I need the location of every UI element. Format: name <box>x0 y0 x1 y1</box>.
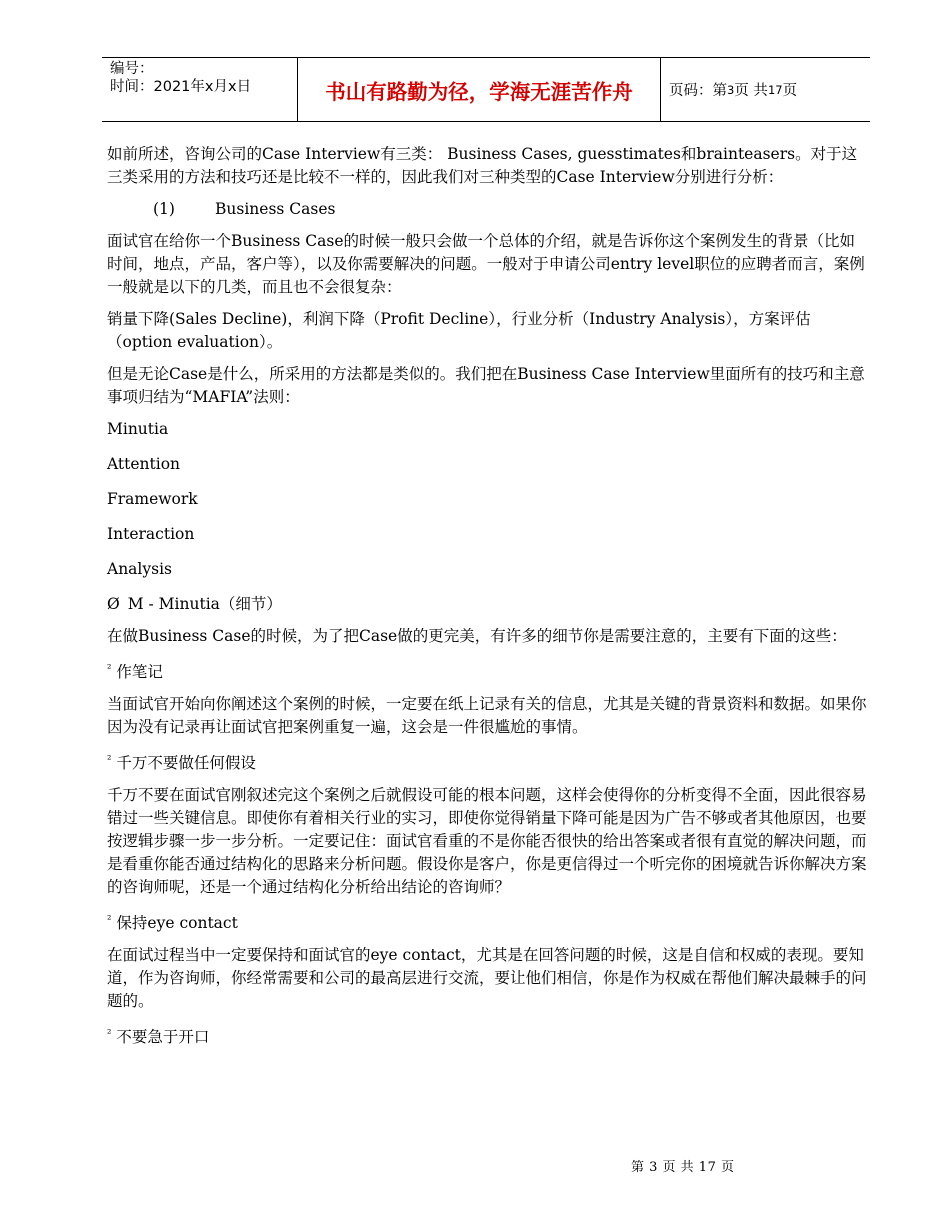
bullet-take-notes <box>107 657 867 684</box>
mafia-item-minutia: Minutia <box>107 420 169 438</box>
bullet-marker-icon: ² <box>107 1027 112 1040</box>
bullet-text: 千万不要做任何假设 <box>116 754 256 772</box>
document-body <box>107 143 867 1058</box>
intro-paragraph: 如前所述，咨询公司的Case Interview有三类： Business Cases, guesstimates和brainteasers。对于这三类采用的方法和技巧还是比较不一样的，因此我们对三种类型的Case Interview分别进行分析： <box>107 145 858 186</box>
arrow-bullet-icon: Ø <box>107 595 120 613</box>
bullet-dont-rush <box>107 1022 867 1049</box>
bullet-text: 作笔记 <box>116 663 163 681</box>
paragraph-case-intro: 面试官在给你一个Business Case的时候一般只会做一个总体的介绍，就是告诉你这个案例发生的背景（比如时间，地点，产品，客户等），以及你需要解决的问题。一般对于申请公司entry level职位的应聘者而言，案例一般就是以下的几类，而且也不会很复杂： <box>107 232 865 296</box>
header-meta <box>102 58 298 121</box>
header-page-info <box>661 58 870 121</box>
section-heading <box>107 198 867 221</box>
bullet-text: 保持eye contact <box>116 914 238 932</box>
paragraph-no-assumptions: 千万不要在面试官刚叙述完这个案例之后就假设可能的根本问题，这样会使得你的分析变得不全面，因此很容易错过一些关键信息。即使你有着相关行业的实习，即使你觉得销量下降可能是因为广告不够或者其他原因，也要按逻辑步骤一步一步分析。一定要记住：面试官看重的不是你能否很快的给出答案或者很有直觉的解决问题，而是看重你能否通过结构化的思路来分析问题。假设你是客户，你是更信得过一个听完你的困境就告诉你解决方案的咨询师呢，还是一个通过结构化分析给出结论的咨询师？ <box>107 786 867 896</box>
mafia-item-interaction: Interaction <box>107 525 195 543</box>
paragraph-minutia-intro: 在做Business Case的时候，为了把Case做的更完美，有许多的细节你是需要注意的，主要有下面的这些： <box>107 627 847 645</box>
bullet-no-assumptions <box>107 748 867 775</box>
minutia-heading <box>107 593 867 616</box>
minutia-heading-text: M - Minutia（细节） <box>127 595 282 613</box>
paragraph-take-notes: 当面试官开始向你阐述这个案例的时候，一定要在纸上记录有关的信息，尤其是关键的背景资料和数据。如果你因为没有记录再让面试官把案例重复一遍，这会是一件很尴尬的事情。 <box>107 695 867 736</box>
paragraph-mafia-rule: 但是无论Case是什么，所采用的方法都是类似的。我们把在Business Case Interview里面所有的技巧和主意事项归结为“MAFIA”法则： <box>107 365 865 406</box>
document-number-label: 编号： <box>110 61 154 77</box>
bullet-marker-icon: ² <box>107 753 112 766</box>
header-slogan: 书山有路勤为径，学海无涯苦作舟 <box>298 58 661 121</box>
bullet-marker-icon: ² <box>107 662 112 675</box>
page-total: 17 <box>767 82 783 97</box>
page-prefix: 页码：第 <box>669 83 727 99</box>
paragraph-case-types: 销量下降(Sales Decline)，利润下降（Profit Decline），行业分析（Industry Analysis），方案评估（option evaluation）。 <box>107 310 811 351</box>
mafia-item-attention: Attention <box>107 455 181 473</box>
page-mid: 页 共 <box>734 83 768 99</box>
bullet-eye-contact <box>107 908 867 935</box>
mafia-item-framework: Framework <box>107 490 198 508</box>
document-time: 时间：2021年x月x日 <box>110 79 252 95</box>
bullet-marker-icon: ² <box>107 913 112 926</box>
page-suffix: 页 <box>782 83 798 99</box>
paragraph-eye-contact: 在面试过程当中一定要保持和面试官的eye contact，尤其是在回答问题的时候，这是自信和权威的表现。要知道，作为咨询师，你经常需要和公司的最高层进行交流，要让他们相信，你是作为权威在帮他们解决最棘手的问题的。 <box>107 946 867 1010</box>
section-number: (1) <box>153 200 175 218</box>
section-title: Business Cases <box>215 200 336 218</box>
page-current: 3 <box>727 82 735 97</box>
mafia-item-analysis: Analysis <box>107 560 172 578</box>
page-footer: 第 3 页 共 17 页 <box>631 1160 735 1175</box>
bullet-text: 不要急于开口 <box>116 1028 210 1046</box>
page-header <box>102 57 870 122</box>
